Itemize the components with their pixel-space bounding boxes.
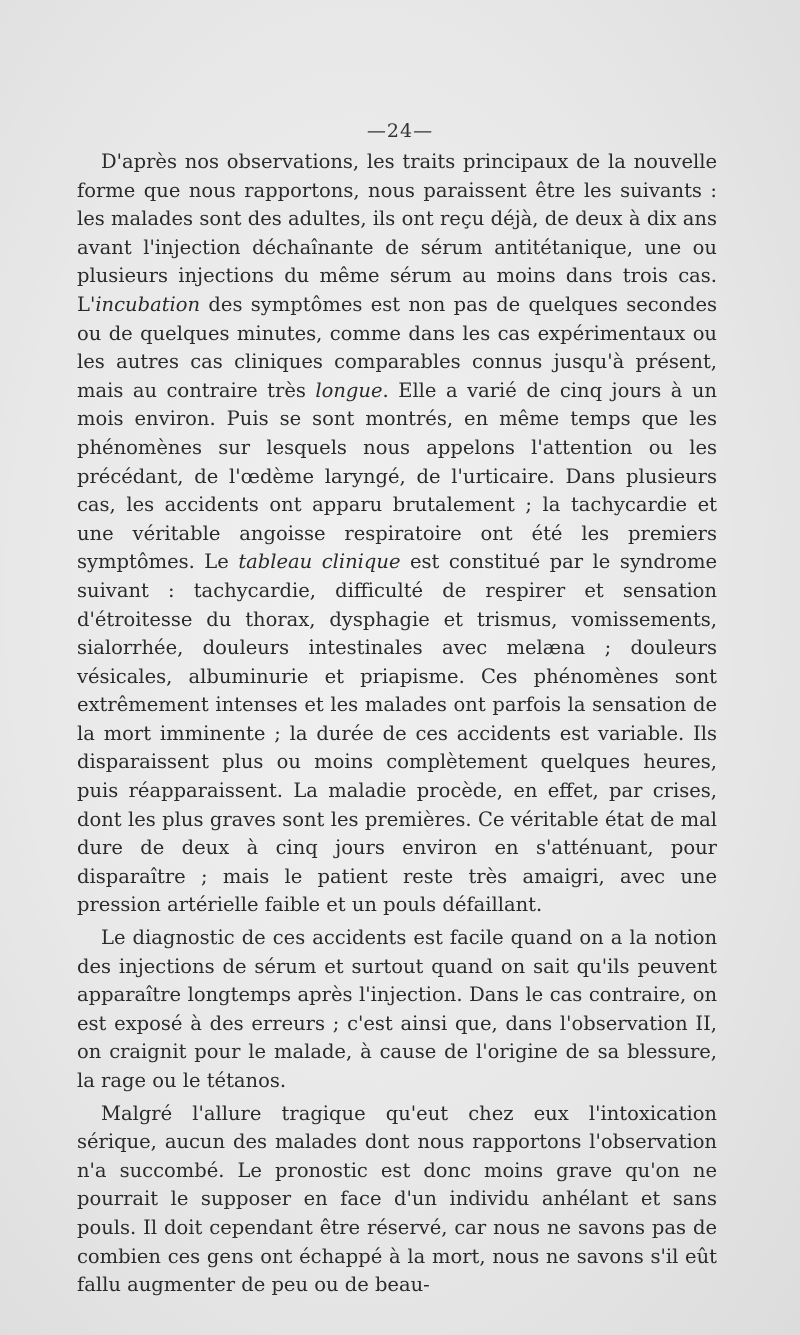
text-run: Malgré l'allure tragique qu'eut chez eux l'intoxication sérique, aucun des malades dont nous rapportons l'observation n'a succombé. Le pronostic est donc moins grave qu'on ne pourrait le supposer en face d'un individu anhélant et sans pouls. Il doit cependant être réservé, car nous ne savons pas de combien ces gens ont échappé à la mort, nous ne savons s'il eût fallu augmenter de peu ou de beau- bbox=[77, 1101, 717, 1297]
text-run: est constitué par le syndrome suivant : tachycardie, difficulté de respirer et sensation d'étroitesse du thorax, dysphagie et trismus, vomissements, sialorrhée, douleurs intestinales avec melæna ; douleurs vésicales, albuminurie et priapisme. Ces phénomènes sont extrêmement intenses et les malades ont parfois la sensation de la mort imminente ; la durée de ces accidents est variable. Ils disparaissent plus ou moins complètement quelques heures, puis réapparaissent. La maladie procède, en effet, par crises, dont les plus graves sont les premières. Ce véritable état de mal dure de deux à cinq jours environ en s'atténuant, pour disparaître ; mais le patient reste très amaigri, avec une pression artérielle faible et un pouls défaillant. bbox=[77, 550, 717, 917]
text-run: des symptômes est non pas de quelques secondes ou de quelques minutes, comme dans les cas expérimentaux ou les autres cas cliniques comparables connus jusqu'à présent, mais au contraire très bbox=[77, 292, 717, 402]
italic-term: incubation bbox=[95, 292, 201, 316]
paragraph bbox=[77, 1100, 717, 1300]
paragraph bbox=[77, 148, 717, 920]
text-run: D'après nos observations, les traits principaux de la nouvelle forme que nous rapportons, nous paraissent être les suivants : les malades sont des adultes, ils ont reçu déjà, de deux à dix ans avant l'injection déchaînante de sérum antitétanique, une ou plusieurs injections du même sérum au moins dans trois cas. L' bbox=[77, 150, 717, 316]
italic-term: tableau clinique bbox=[238, 550, 401, 574]
page-number: —24— bbox=[366, 120, 434, 142]
body-text bbox=[77, 148, 717, 1300]
text-run: . Elle a varié de cinq jours à un mois environ. Puis se sont montrés, en même temps que les phénomènes sur lesquels nous appelons l'attention ou les précédant, de l'œdème laryngé, de l'urticaire. Dans plusieurs cas, les accidents ont apparu brutalement ; la tachycardie et une véritable angoisse respiratoire ont été les premiers symptômes. Le bbox=[77, 378, 717, 574]
italic-term: longue bbox=[315, 378, 383, 402]
paragraph bbox=[77, 924, 717, 1096]
text-run: Le diagnostic de ces accidents est facile quand on a la notion des injections de sérum et surtout quand on sait qu'ils peuvent apparaître longtemps après l'injection. Dans le cas contraire, on est exposé à des erreurs ; c'est ainsi que, dans l'observation II, on craignit pour le malade, à cause de l'origine de sa blessure, la rage ou le tétanos. bbox=[77, 926, 717, 1092]
